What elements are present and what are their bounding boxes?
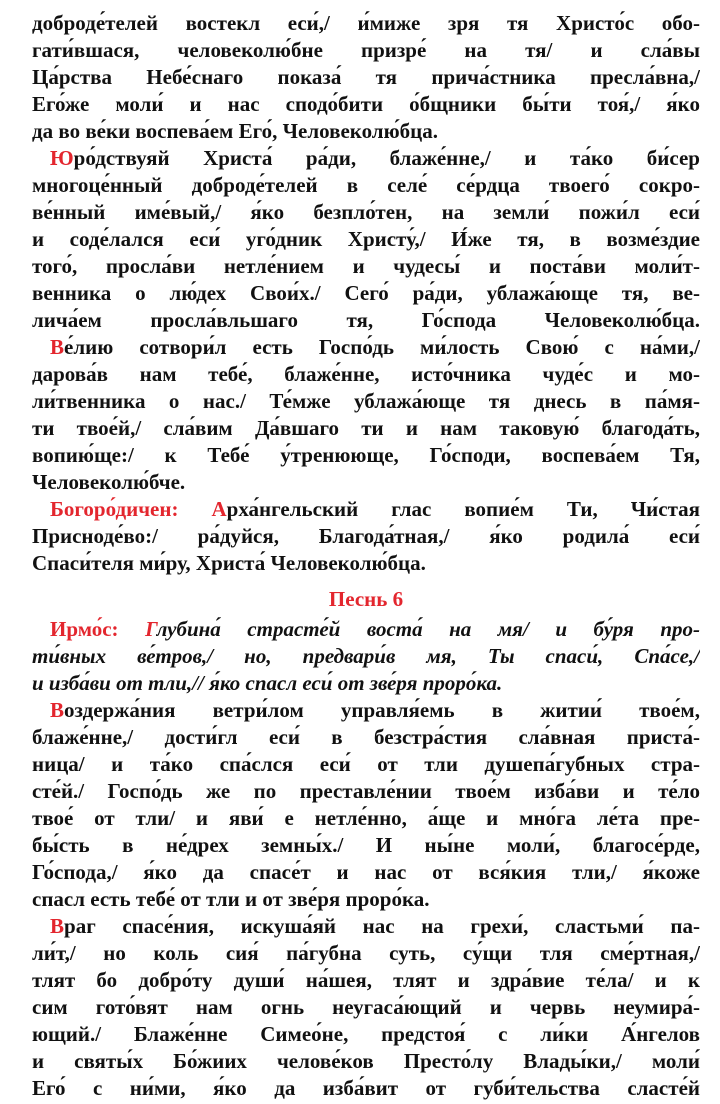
text-line: сим гото́вят нам огнь неугаса́ющий и червь неумира́- bbox=[32, 995, 700, 1019]
paragraph-first-line bbox=[32, 697, 700, 724]
text-line: ли́твенника о нас./ Те́мже ублажа́юще тя днесь в па́мя- bbox=[32, 389, 700, 413]
paragraph-5 bbox=[32, 697, 700, 913]
paragraph-3 bbox=[32, 334, 700, 496]
ode-heading: Песнь 6 bbox=[328, 587, 404, 611]
text-line: бы́сть в не́дрех земны́х./ И ны́не моли́, благосе́рде, bbox=[32, 833, 700, 857]
text-line: Его́ с ни́ми, я́ко да изба́вит от губи́тельства сласте́й bbox=[32, 1076, 700, 1100]
paragraph-2 bbox=[32, 145, 700, 334]
text-line: сте́й./ Госпо́дь же по преставле́нии твое́м изба́ви и те́ло bbox=[32, 779, 700, 803]
text-line: ти твое́й,/ сла́вим Да́вшаго ти и нам таковую́ благода́ть, bbox=[32, 416, 700, 440]
paragraph-6 bbox=[32, 913, 700, 1102]
text-line: и изба́ви от тли,// я́ко спасл еси́ от зве́ря проро́ка. bbox=[32, 671, 503, 695]
red-initial: В bbox=[50, 914, 65, 938]
paragraph-first-line bbox=[32, 913, 700, 940]
line-text: раг спасе́ния, искуша́яй нас на грехи́, сластьми́ па- bbox=[64, 914, 700, 938]
red-initial: В bbox=[50, 335, 65, 359]
irmos-paragraph bbox=[32, 616, 700, 697]
text-line: и святы́х Бо́жиих челове́ков Престо́лу Влады́ки,/ моли́ bbox=[32, 1049, 700, 1073]
line-text: лубина́ страсте́й воста́ на мя/ и бу́ря про- bbox=[156, 617, 700, 641]
paragraph-first-line bbox=[32, 496, 700, 523]
red-initial: В bbox=[50, 698, 65, 722]
red-initial: А bbox=[211, 497, 227, 521]
text-line: Присноде́во:/ ра́дуйся, Благода́тная,/ я́ко родила́ еси́ bbox=[32, 524, 700, 548]
theotokion-paragraph bbox=[32, 496, 700, 577]
text-line: Человеколю́бче. bbox=[32, 470, 186, 494]
theotokion-label: Богоро́дичен: bbox=[50, 497, 179, 521]
red-initial: Ю bbox=[50, 146, 74, 170]
text-line: ве́нный име́вый,/ я́ко безпло́тен, на земли́ пожи́л еси́ bbox=[32, 200, 700, 224]
text-line: и соде́лался еси́ уго́дник Христу́,/ И́же тя, в возме́здие bbox=[32, 227, 700, 251]
irmos-label: Ирмо́с: bbox=[50, 617, 119, 641]
text-line: Го́спода,/ я́ко да спасе́т и нас от вся́кия тли,/ я́коже bbox=[32, 860, 700, 884]
line-text: оздержа́ния ветри́лом управля́емь в житии́ твое́м, bbox=[64, 698, 700, 722]
text-line: блаже́нне,/ дости́гл еси́ в безстра́стия сла́вная приста́- bbox=[32, 725, 700, 749]
text-line: того́, просла́ви нетле́нием и чудесы́ и поста́ви моли́т- bbox=[32, 254, 700, 278]
text-line: да во ве́ки воспева́ем Его́, Человеколю́бца. bbox=[32, 119, 438, 143]
text-line: Ца́рства Небе́снаго показа́ тя прича́стника пресла́вна,/ bbox=[32, 65, 700, 89]
paragraph-first-line bbox=[32, 334, 700, 361]
paragraph-1 bbox=[32, 10, 700, 145]
text-line: спасл есть тебе́ от тли и от зве́ря проро́ка. bbox=[32, 887, 430, 911]
text-line: вопию́ще:/ к Тебе́ у́тренююще, Го́споди, воспева́ем Тя, bbox=[32, 443, 700, 467]
text-line: ющий./ Блаже́нне Симео́не, предстоя́ с ли́ки А́нгелов bbox=[32, 1022, 700, 1046]
text-line: венника о лю́дех Свои́х./ Сего́ ра́ди, ублажа́юще тя, ве- bbox=[32, 281, 700, 305]
text-line: ли́т,/ но коль сия́ па́губна суть, су́щи тля сме́ртная,/ bbox=[32, 941, 700, 965]
text-line: гати́вшася, человеколю́бне призре́ на тя/ и сла́вы bbox=[32, 38, 700, 62]
text-line: доброде́телей востекл еси́,/ и́миже зря тя Христо́с обо- bbox=[32, 11, 700, 35]
line-text: рха́нгельский глас вопие́м Ти, Чи́стая bbox=[226, 497, 700, 521]
text-line: Его́же моли́ и нас сподо́бити о́бщники бы́ти тоя́,/ я́ко bbox=[32, 92, 700, 116]
text-line: ти́вных ве́тров,/ но, предвари́в мя, Ты спаси́, Спа́се,/ bbox=[32, 644, 700, 668]
red-initial: Г bbox=[145, 617, 157, 641]
paragraph-first-line bbox=[32, 616, 700, 643]
text-line: Спаси́теля ми́ру, Христа́ Человеколю́бца. bbox=[32, 551, 426, 575]
text-line: дарова́в нам тебе́, блаже́нне, исто́чника чуде́с и мо- bbox=[32, 362, 700, 386]
paragraph-first-line bbox=[32, 145, 700, 172]
text-line: ница/ и та́ко спа́слся еси́ от тли душепа́губных стра- bbox=[32, 752, 700, 776]
line-text: ро́дствуяй Христа́ ра́ди, блаже́нне,/ и та́ко би́сер bbox=[73, 146, 700, 170]
text-line: тлят бо добро́ту души́ на́шея, тлят и здра́вие те́ла/ и к bbox=[32, 968, 700, 992]
line-text: е́лию сотвори́л есть Госпо́дь ми́лость Свою́ с на́ми,/ bbox=[64, 335, 700, 359]
text-line: многоце́нный доброде́телей в селе́ се́рдца твоего́ сокро- bbox=[32, 173, 700, 197]
text-line: лича́ем просла́вльшаго тя, Го́спода Человеколю́бца. bbox=[32, 308, 700, 332]
text-line: твое́ от тли/ и яви́ е нетле́нно, а́ще и мно́га ле́та пре- bbox=[32, 806, 700, 830]
